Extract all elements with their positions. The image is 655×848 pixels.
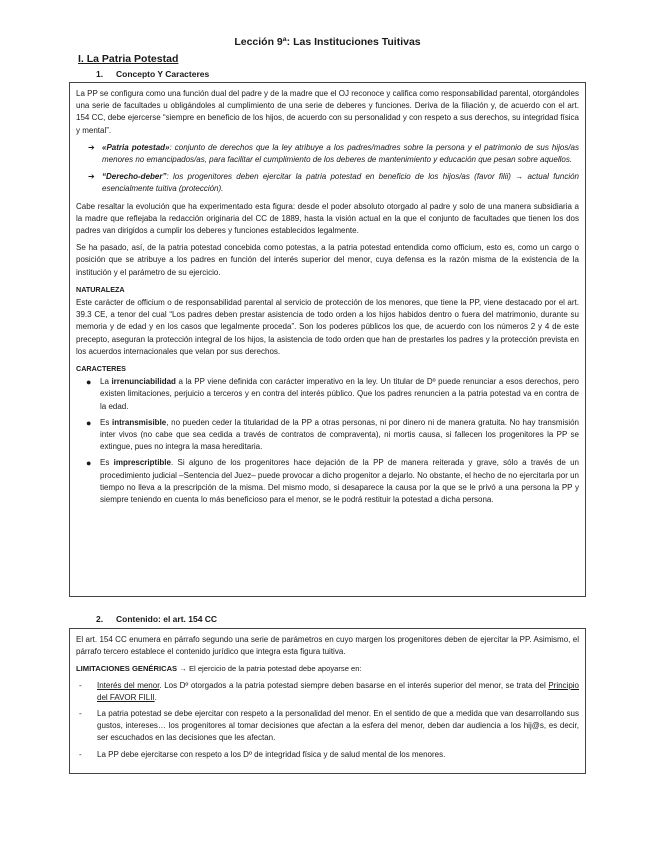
dash-icon: -: [79, 749, 82, 759]
naturaleza-label: NATURALEZA: [76, 284, 125, 294]
definition-term: «Patria potestad»: [102, 142, 170, 152]
limitations-text: El ejercicio de la patria potestad debe apoyarse en:: [188, 664, 362, 674]
list-item: [76, 417, 579, 454]
concept-box: [69, 82, 586, 597]
list-item: [76, 457, 579, 506]
item-term: intransmisible: [112, 417, 167, 427]
arrow-icon: →: [177, 664, 189, 674]
content-box: [69, 628, 586, 774]
item-term: Interés del menor: [97, 680, 160, 690]
limitations-label: LIMITACIONES GENÉRICAS: [76, 664, 178, 674]
arrow-icon: ➔: [88, 172, 95, 182]
definition-item: [76, 171, 579, 195]
item-prefix: Es: [100, 458, 114, 468]
definition-item: [76, 142, 579, 166]
item-end: .: [154, 692, 157, 702]
item-text: , no pueden ceder la titularidad de la PP a otras personas, ni por dinero ni de manera gratuita. No hay transmisión inter vivos (no cabe que sea cedida a través de contratos de compraventa), ni mortis causa, si fallecen los progenitores la PP se extingue, pues no integra la masa hereditaria.: [100, 417, 579, 452]
bullet-icon: ●: [86, 417, 92, 428]
officium-paragraph: Se ha pasado, así, de la patria potestad concebida como potestas, a la patria potestad entendida como officium, esto es, como un cargo o posición que se atribuye a los padres en función del interés superior del menor, cuya defensa es la razón misma de la existencia de la institución y el parámetro de su ejercicio.: [76, 243, 579, 277]
evolution-paragraph: Cabe resaltar la evolución que ha experimentado esta figura: desde el poder absoluto otorgado al padre y solo de una manera subsidiaria a la madre que reflejaba la redacción originaria del CC de 1889, hasta la visión actual en la que el conjunto de facultades que tienen los dos padres van dirigidos a cumplir los deberes y funciones establecidos legalmente.: [76, 201, 579, 236]
subsection-2-heading: [96, 614, 217, 624]
definition-term: “Derecho-deber”: [102, 172, 167, 182]
subsection-title: Contenido: el art. 154 CC: [116, 614, 218, 624]
item-text: a la PP viene definida con carácter imperativo en la ley. Un titular de Dº puede renunciar a esos derechos, pero existen limitaciones, perjuicio a terceros y en contra del interés público. Que los padres renuncien a la patria potestad va en contra de la edad.: [100, 377, 579, 411]
subsection-number: 2.: [96, 614, 104, 624]
item-prefix: Es: [100, 417, 112, 427]
item-term: irrenunciabilidad: [111, 377, 176, 387]
bullet-icon: ●: [86, 377, 92, 388]
subsection-1-heading: [96, 69, 209, 79]
document-title: Lección 9ª: Las Instituciones Tuitivas: [234, 36, 421, 48]
definition-text: : los progenitores deben ejercitar la patria potestad en beneficio de los hijos/as (favor filii) → actual función esencialmente tuitiva (protección).: [102, 172, 579, 194]
subsection-title: Concepto Y Caracteres: [116, 69, 210, 79]
list-item: [76, 749, 579, 761]
list-item: [76, 708, 579, 745]
arrow-icon: ➔: [88, 142, 95, 152]
subsection-number: 1.: [96, 69, 104, 79]
intro-paragraph: La PP se configura como una función dual del padre y de la madre que el OJ reconoce y califica como responsabilidad parental, otorgándoles una serie de facultades u obligándoles al cumplimiento de una serie de deberes y funciones. Deriva de la filiación y, de acuerdo con el art. 154 CC, debe ejercerse “siempre en beneficio de los hijos, de acuerdo con su personalidad y con respeto a sus derechos, su integridad física y mental”.: [76, 89, 579, 135]
item-text: . Los Dº otorgados a la patria potestad siempre deben basarse en el interés superior del menor, se trata del: [159, 680, 549, 690]
caracteres-label: CARACTERES: [76, 364, 126, 374]
limitations-line: [76, 663, 579, 675]
dash-icon: -: [79, 709, 82, 719]
list-item: [76, 680, 579, 704]
item-text: . Si alguno de los progenitores hace dejación de la PP de manera reiterada y grave, sólo a través de un procedimiento judicial –Sentencia del Juez– puede provocar a dicho progenitor a dejarlo. No obstante, el hecho de no ejercitarla por un tiempo no lleva a la prescripción de la misma. Del mismo modo, si desaparece la causa por la que se le privó a una persona la PP y siempre teniendo en cuenta lo más beneficioso para el menor, se le podrá restituir la potestad a dicha persona.: [100, 458, 579, 505]
item-term: Principio del FAVOR FILII: [97, 680, 580, 702]
item-text: La patria potestad se debe ejercitar con respeto a la personalidad del menor. En el sentido de que a medida que van desarrollando sus gustos, intereses… los progenitores al tomar decisiones que afectan a la esfera del menor, deben dar audiencia a los hij@s, es decir, ser escuchados en las decisiones que les afectan.: [97, 709, 579, 743]
content-intro: El art. 154 CC enumera en párrafo segundo una serie de parámetros en cuyo margen los progenitores deben de ejercitar la PP. Asimismo, el párrafo tercero establece el contenido jurídico que integra esta figura tuitiva.: [76, 635, 579, 657]
list-item: [76, 376, 579, 413]
naturaleza-paragraph: Este carácter de officium o de responsabilidad parental al servicio de protección de los menores, que tiene la PP, viene destacado por el art. 39.3 CE, a tenor del cual “Los padres deben prestar asistencia de todo orden a los hijos habidos dentro o fuera del matrimonio, durante su memoria y de edad y en los casos que legalmente proceda”. Son los poderes públicos los que, de acuerdo con los números 2 y 4 de este precepto, aseguran la protección integral de los hijos, la asistencia de todo orden que han de prestarles los padres y la protección prevista en los acuerdos internacionales que velan por sus derechos.: [76, 298, 579, 356]
dash-icon: -: [79, 680, 82, 690]
item-term: imprescriptible: [113, 458, 171, 468]
bullet-icon: ●: [86, 458, 92, 469]
item-text: La PP debe ejercitarse con respeto a los Dº de integridad física y de salud mental de los menores.: [97, 749, 446, 759]
section-heading: I. La Patria Potestad: [78, 53, 179, 65]
item-prefix: La: [100, 377, 112, 387]
definition-text: : conjunto de derechos que la ley atribuye a los padres/madres sobre la persona y el patrimonio de sus hijos/as menores no emancipados/as, para facilitar el cumplimiento de los deberes de mantenimiento y educación que pesan sobre aquellos.: [102, 142, 579, 165]
